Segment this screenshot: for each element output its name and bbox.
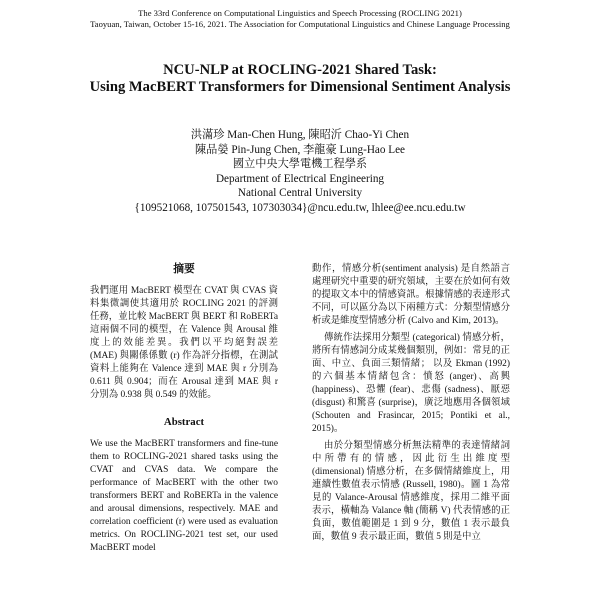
author-emails: {109521068, 107501543, 107303034}@ncu.edu.tw, lhlee@ee.ncu.edu.tw	[134, 201, 466, 214]
paper-title	[0, 62, 600, 96]
abstract-en-text: We use the MacBERT transformers and fine-tune them to ROCLING-2021 shared tasks using the CVAT and CVAS data. We compare the performance of MacBERT with the other two transformers BERT and RoBERTa in the valence and arousal dimensions, respectively. MAE and correlation coefficient (r) were used as evaluation metrics. On ROCLING-2021 test set, our used MacBERT model	[90, 439, 278, 553]
authors-line-2: 陳品嫈 Pin-Jung Chen, 李龍豪 Lung-Hao Lee	[194, 143, 406, 156]
intro-paragraph-2: 傳統作法採用分類型 (categorical) 情感分析，將所有情感詞分成某幾個類別，例如：常見的正面、中立、負面三類情緒； 以及 Ekman (1992) 的六個基本情緒包含：憤怒 (anger)、高興 (happiness)、恐懼 (fear)、悲傷 (sadness)、厭惡 (disgust) 和驚喜 (surprise)，廣泛地應用各個領域 (Schouten and Frasincar, 2015; Pontiki et al., 2015)。	[312, 333, 510, 434]
abstract-zh-heading: 摘要	[173, 263, 195, 275]
conference-line-2: Taoyuan, Taiwan, October 15-16, 2021. The Association for Computational Linguistics and Chinese Language Processing	[90, 19, 510, 29]
abstract-zh-text: 我們運用 MacBERT 模型在 CVAT 與 CVAS 資料集微調使其適用於 ROCLING 2021 的評測任務，並比較 MacBERT 與 BERT 和 RoBERTa 這兩個不同的模型，在 Valence 與 Arousal 維度上的效能差異。我們以平均絕對誤差 (MAE) 與關係係數 (r) 作為評分指標，在測試資料上能夠在 Valence 達到 MAE 與 r 分別為 0.611 與 0.904；而在 Arousal 達到 MAE 與 r 分別為 0.938 與 0.549 的效能。	[90, 286, 278, 400]
intro-paragraph-1: 動作，情感分析(sentiment analysis) 是自然語言處理研究中重要的研究領域，主要在於如何有效的提取文本中的情感資訊。根據情感的表達形式不同，可以區分為以下兩種方式：分類型情感分析或是維度型情感分析 (Calvo and Kim, 2013)。	[312, 264, 510, 326]
left-column	[90, 263, 278, 555]
affiliation-zh: 國立中央大學電機工程學系	[232, 158, 368, 170]
affiliation-department: Department of Electrical Engineering	[215, 172, 385, 185]
abstract-en-heading: Abstract	[163, 416, 205, 428]
right-column	[312, 263, 510, 544]
conference-header	[0, 8, 600, 30]
title-line-1: NCU-NLP at ROCLING-2021 Shared Task:	[163, 62, 437, 78]
intro-paragraph-3: 由於分類型情感分析無法精準的表達情緒詞中所帶有的情感，因此衍生出維度型 (dimensional) 情感分析，在多個情緒維度上，用連續性數值表示情感 (Russell, 1980)。圖 1 為常見的 Valance-Arousal 情感維度，採用二維平面表示，橫軸為 Valance 軸 (簡稱 V) 代表情感的正負面，數值範圍是 1 到 9 分，數值 1 表示最負面，數值 9 表示最正面，數值 5 則是中立	[312, 441, 510, 542]
affiliation-university: National Central University	[237, 187, 363, 199]
title-line-2: Using MacBERT Transformers for Dimensional Sentiment Analysis	[89, 79, 511, 95]
authors-line-1: 洪滿珍 Man-Chen Hung, 陳昭沂 Chao-Yi Chen	[190, 129, 410, 141]
conference-line-1: The 33rd Conference on Computational Linguistics and Speech Processing (ROCLING 2021)	[138, 8, 462, 18]
author-block	[0, 128, 600, 215]
